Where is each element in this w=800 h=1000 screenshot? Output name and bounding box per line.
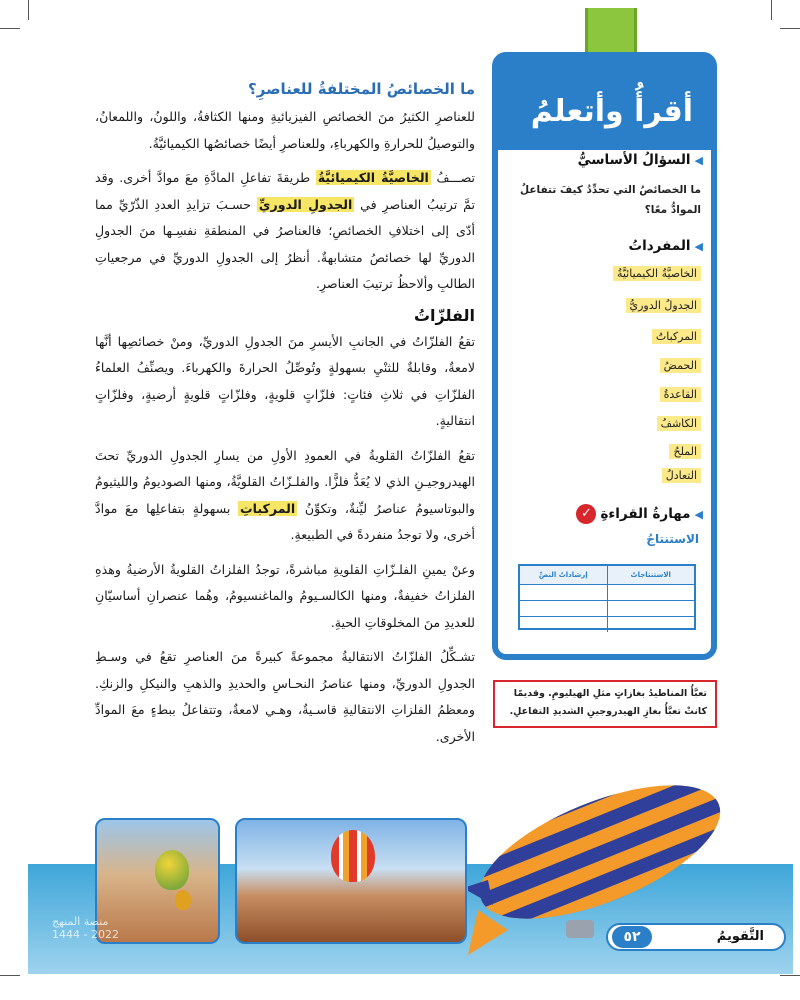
vocab-term: القاعدةُ (660, 387, 701, 402)
highlight-periodic-table: الجدولِ الدوريِّ (258, 196, 353, 212)
table-row (520, 601, 694, 617)
reading-skill-name: الاستنتاجُ (646, 532, 699, 546)
balloon-shape (175, 890, 191, 910)
balloons-photo-right (235, 818, 467, 944)
crop-mark (780, 975, 800, 976)
table-header-cell: إرشاداتُ النصِّ (538, 571, 588, 579)
paragraph-chemical-property (95, 165, 475, 298)
crop-mark (771, 0, 772, 20)
watermark-line: 2022 - 1444 (52, 928, 119, 941)
check-icon: ✓ (576, 504, 596, 524)
essential-question-heading (578, 152, 703, 168)
table-row (520, 617, 694, 632)
text-run: تصـــفُ (430, 170, 475, 185)
inference-table (518, 564, 696, 630)
crop-mark (780, 28, 800, 29)
triangle-icon: ◀ (694, 154, 703, 167)
balloon-shape (331, 830, 375, 882)
sidebar-read-and-learn (492, 52, 717, 660)
vocabulary-heading (629, 238, 703, 254)
table-header (520, 566, 694, 585)
watermark-line: منصة المنهج (52, 915, 109, 928)
table-row (520, 585, 694, 601)
unit-label: التَّقويمُ (716, 929, 764, 944)
paragraph-physical-properties: للعناصرِ الكثيرُ منَ الخصائصِ الفيزيائيةِ ومنها الكثافةُ، واللونُ، واللمعانُ، والتوصيلُ للحرارةِ والكهرباءِ، وللعناصرِ أيضًا خصائصُها الكيميائيَّةُ. (95, 109, 475, 151)
text-run: تقعُ الفلزّاتُ القلويةُ في العمودِ الأولِ من يسارِ الجدولِ الدوريِّ تحتَ الهيدروجيـنِ الذي لا يُعَدُّ فلزًّا. والفلـزّاتُ القلويَّةُ، ومنها الصوديومُ والليثيومُ والبوتاسيومُ عناصرُ ليِّنةٌ، وتكوِّنُ (95, 447, 475, 516)
vocab-term: التعادلُ (662, 468, 701, 483)
image-caption: تعبَّأُ المناطيدُ بغازاتٍ مثلِ الهيليومِ. وقديمًا كانتْ تعبَّأُ بغازِ الهيدروجينِ الشديدِ التفاعلِ. (493, 680, 717, 728)
page-footer (606, 923, 786, 951)
text-run: حسـبَ تزايدِ العددِ الذّرّيِّ مما أدّى إلى اختلافِ الخصائصِ؛ فالعناصرُ في المنطقةِ نفسِـها منَ الجدولِ الدوريِّ لها خصائصُ متشابهةٌ. أنظرُ إلى الجدولِ الدوريِّ في مرجعياتِ الطالبِ وألاحظُ ترتيبَ العناصرِ. (95, 196, 475, 291)
section-label: السؤالُ الأساسيُّ (577, 152, 691, 168)
triangle-icon: ◀ (694, 240, 703, 253)
vocab-term: الخاصيَّةُ الكيميائيَّةُ (613, 266, 701, 281)
text-run: بسهولةٍ بتفاعلِها معَ موادَّ أخرى، ولا توجدُ منفردةً في الطبيعةِ. (95, 500, 475, 542)
highlight-compounds: المركباتِ (240, 500, 296, 516)
vocab-term: الجدولُ الدوريُّ (626, 298, 702, 313)
paragraph-alkaline-earth-metals: وعنْ يمينِ الفلـزّاتِ القلويةِ مباشرةً، توجدُ الفلزاتُ القلويةُ الأرضيةُ وهذهِ الفلزاتُ خفيفةٌ، ومنها الكالسـيومُ والماغنسيومُ، وهُما عنصرانِ أساسيّانِ للعديدِ منَ المخلوقاتِ الحيةِ. (95, 561, 475, 630)
highlight-chemical-property: الخاصيَّةُ الكيميائيَّةُ (317, 170, 429, 185)
table-cell (607, 601, 695, 616)
blimp-gondola (566, 920, 594, 938)
article (95, 80, 475, 758)
subheading-metals: الفلزّاتُ (413, 305, 475, 325)
essential-question-text: ما الخصائصُ التي تحدِّدُ كيفَ تتفاعلُ الموادُّ معًا؟ (520, 184, 701, 216)
sidebar-header (498, 58, 711, 150)
vocab-term: الملحُ (669, 444, 701, 459)
table-header-cell: الاستنتاجاتُ (607, 566, 695, 584)
triangle-icon: ◀ (694, 508, 703, 521)
crop-mark (0, 28, 20, 29)
vocab-term: الكاشفُ (657, 416, 701, 431)
paragraph-transition-metals: تشـكِّلُ الفلزّاتُ الانتقاليةُ مجموعةً كبيرةً منَ العناصرِ تقعُ في وسـطِ الجدولِ الدوريِّ، ومنها عناصرُ النحـاسِ والحديدِ والذهبِ والنيكلِ والزنكِ. ومعظمُ الفلزاتِ الانتقاليةِ قاسـيةٌ، وهـي لامعةٌ، وتتفاعلُ ببطءٍ معَ الموادِّ الأخرى. (95, 649, 475, 744)
section-label: المفرداتُ (628, 238, 691, 254)
page-number: ٥٢ (612, 926, 652, 948)
section-heading: ما الخصائصُ المختلفةُ للعناصرِ؟ (248, 80, 475, 98)
crop-mark (28, 0, 29, 20)
table-cell (607, 585, 695, 600)
vocab-term: المركباتُ (652, 329, 701, 344)
table-cell (607, 617, 695, 632)
crop-mark (0, 975, 20, 976)
reading-skill-heading (576, 504, 703, 524)
table-cell (520, 617, 607, 632)
table-cell (520, 585, 607, 600)
paragraph-alkali-metals (95, 443, 475, 549)
blimp-fin (468, 910, 508, 955)
table-cell (520, 601, 607, 616)
section-label: مهارةُ القراءةِ (600, 506, 691, 522)
balloon-shape (155, 850, 189, 890)
sidebar-title: أقرأُ وأتعلمُ (530, 94, 693, 129)
watermark (52, 915, 119, 941)
text-run: طريقةَ تفاعلِ المادَّةِ معَ موادَّ أخرى. وقد تمَّ ترتيبُ العناصرِ في (95, 170, 476, 212)
paragraph-metals: تقعُ الفلزّاتُ في الجانبِ الأيسرِ منَ الجدولِ الدوريِّ، ومنْ خصائصِها أنَّها لامعةٌ، وقابلةٌ للثنْيِ بسهولةٍ وتُوصِّلُ الحرارةَ والكهرباءَ. ويصنِّفُ العلماءُ الفلزّاتِ في ثلاثِ فئاتٍ: فلزّاتٍ قلويةٍ، وفلزّاتٍ قلويةٍ أرضيةٍ، وفلزّاتٍ انتقاليةٍ. (95, 333, 475, 428)
vocab-term: الحمضُ (660, 358, 701, 373)
